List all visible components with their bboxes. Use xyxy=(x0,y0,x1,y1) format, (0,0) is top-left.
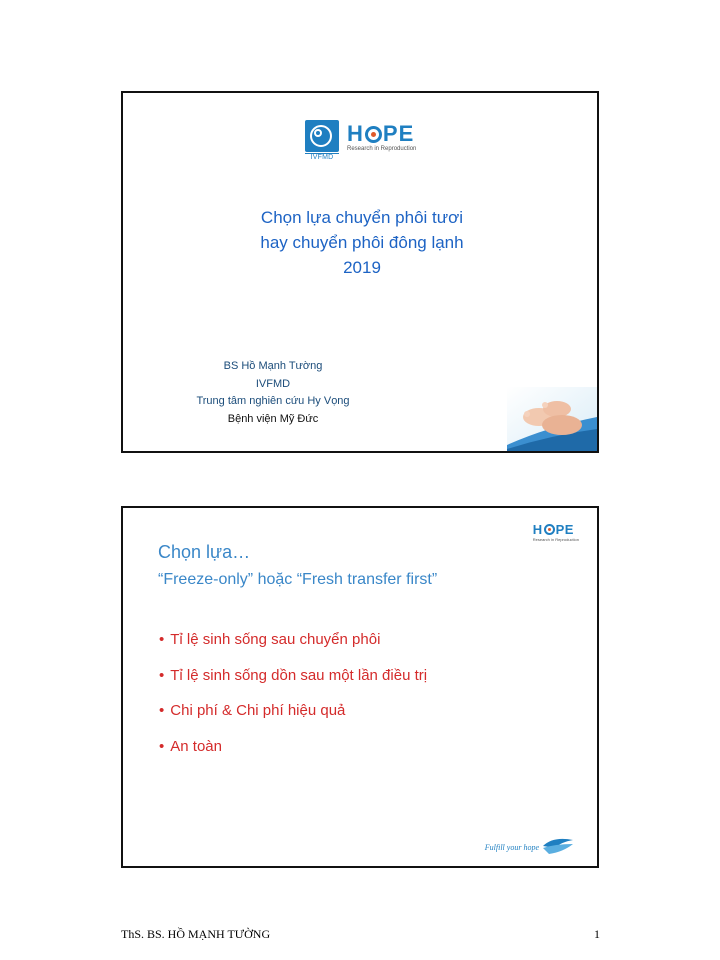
bullet-item: • Tỉ lệ sinh sống sau chuyển phôi xyxy=(159,631,381,648)
hope-logo-pe: PE xyxy=(382,121,415,146)
title-line-1: Chọn lựa chuyển phôi tươi xyxy=(260,208,464,227)
hope-logo-small xyxy=(533,523,579,542)
bullet-item: • Chi phí & Chi phí hiệu quả xyxy=(159,702,346,719)
slide-1 xyxy=(121,91,599,453)
title-line-3: 2019 xyxy=(343,258,381,277)
baby-feet-photo xyxy=(507,387,597,451)
author-block xyxy=(163,358,383,428)
bullet-item: • An toàn xyxy=(159,737,222,755)
bullet-list xyxy=(159,622,427,764)
author-name: BS Hồ Mạnh Tường xyxy=(223,360,323,372)
logo-row xyxy=(305,120,416,160)
hope-logo-pe: PE xyxy=(555,522,574,537)
hope-logo-tagline: Research in Reproduction xyxy=(532,537,579,542)
ivfmd-logo xyxy=(305,120,341,160)
footer-author: ThS. BS. HỒ MẠNH TƯỜNG xyxy=(121,927,271,941)
slide-2 xyxy=(121,506,599,868)
author-org: IVFMD xyxy=(255,377,291,390)
author-hospital: Bệnh viện Mỹ Đức xyxy=(227,412,319,425)
wave-logo-icon xyxy=(541,836,575,856)
slide-2-title: Chọn lựa… xyxy=(158,542,251,562)
slide-2-subtitle: “Freeze-only” hoặc “Fresh transfer first” xyxy=(158,571,438,588)
footer-page-number: 1 xyxy=(594,927,600,941)
title-line-2: hay chuyển phôi đông lạnh xyxy=(260,233,464,252)
tagline: Fulfill your hope xyxy=(484,843,539,852)
hope-logo-o-icon xyxy=(544,524,555,535)
hope-logo-h: H xyxy=(532,522,543,537)
bullet-item: • Tỉ lệ sinh sống dồn sau một lần điều trị xyxy=(159,666,428,684)
hope-logo xyxy=(347,123,416,152)
ivfmd-logo-label: IVFMD xyxy=(305,153,339,161)
hope-logo-h: H xyxy=(347,121,364,146)
hope-logo-tagline: Research in Reproduction xyxy=(347,146,417,152)
author-center: Trung tâm nghiên cứu Hy Vọng xyxy=(196,395,350,407)
hope-logo-o-icon xyxy=(365,126,382,143)
slide-1-title xyxy=(123,205,599,280)
